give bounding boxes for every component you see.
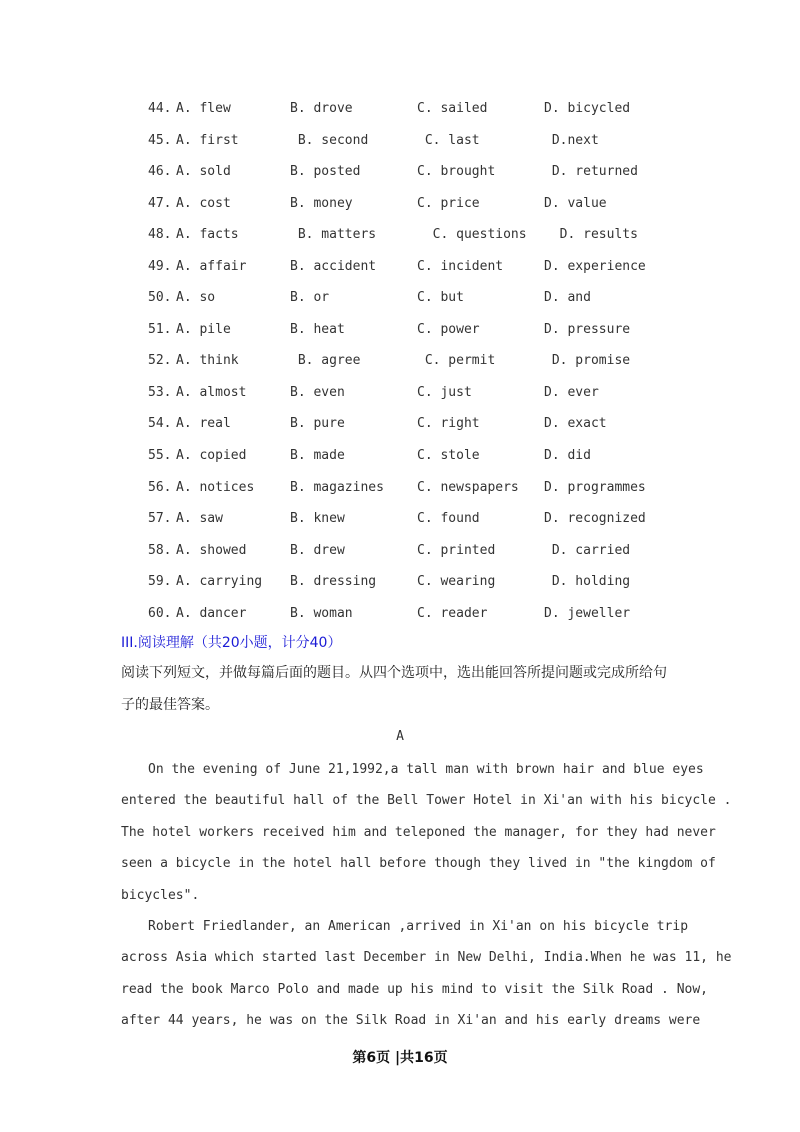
option-row xyxy=(0,377,800,409)
option-c: C. found xyxy=(417,511,480,527)
passage-line: entered the beautiful hall of the Bell Tower Hotel in Xi'an with his bicycle . xyxy=(121,793,732,808)
option-row xyxy=(0,251,800,283)
option-c: C. price xyxy=(417,195,480,211)
option-a: A. saw xyxy=(176,511,223,527)
passage-line: read the book Marco Polo and made up his mind to visit the Silk Road . Now, xyxy=(121,982,708,997)
question-number: 44. xyxy=(148,101,172,116)
option-b: B. or xyxy=(290,290,330,306)
option-b: B. pure xyxy=(290,416,345,432)
option-a: A. so xyxy=(176,290,216,306)
option-d: D. and xyxy=(544,290,591,306)
passage-line: Robert Friedlander, an American ,arrived in Xi'an on his bicycle trip xyxy=(148,919,689,934)
option-d: D. carried xyxy=(544,542,631,558)
option-c: C. last xyxy=(417,132,480,148)
question-number: 57. xyxy=(148,511,172,527)
option-row xyxy=(0,598,800,630)
option-c: C. brought xyxy=(417,164,496,180)
passage-line: On the evening of June 21,1992,a tall man with brown hair and blue eyes xyxy=(148,762,704,777)
question-number: 51. xyxy=(148,321,172,337)
option-row xyxy=(0,408,800,440)
option-b: B. accident xyxy=(290,258,377,274)
option-a: A. showed xyxy=(176,542,247,558)
option-a: A. first xyxy=(176,132,239,148)
option-row xyxy=(0,93,800,125)
question-number: 48. xyxy=(148,227,172,243)
instruction-line: 阅读下列短文，并做每篇后面的题目。从四个选项中，选出能回答所提问题或完成所给句 xyxy=(121,665,667,681)
option-a: A. dancer xyxy=(176,605,247,621)
option-c: C. reader xyxy=(417,605,488,621)
question-number: 58. xyxy=(148,542,172,558)
option-c: C. stole xyxy=(417,448,480,464)
question-number: 54. xyxy=(148,416,172,432)
question-number: 50. xyxy=(148,290,172,306)
option-row xyxy=(0,156,800,188)
option-c: C. incident xyxy=(417,258,504,274)
section-title: III.阅读理解（共20小题，计分40） xyxy=(121,635,342,651)
option-b: B. money xyxy=(290,195,353,211)
option-d: D. recognized xyxy=(544,511,646,527)
option-b: B. made xyxy=(290,448,345,464)
option-a: A. pile xyxy=(176,321,231,337)
question-number: 46. xyxy=(148,164,172,180)
option-b: B. agree xyxy=(290,353,361,369)
option-c: C. newspapers xyxy=(417,479,519,495)
option-c: C. wearing xyxy=(417,574,496,590)
option-row xyxy=(0,345,800,377)
option-row xyxy=(0,535,800,567)
option-row xyxy=(0,440,800,472)
option-d: D. ever xyxy=(544,384,599,400)
question-number: 60. xyxy=(148,605,172,621)
option-d: D. jeweller xyxy=(544,605,631,621)
page-footer: 第6页 |共16页 xyxy=(352,1050,448,1066)
option-c: C. printed xyxy=(417,542,496,558)
passage-line: The hotel workers received him and teleponed the manager, for they had never xyxy=(121,825,716,840)
option-b: B. drew xyxy=(290,542,345,558)
option-b: B. heat xyxy=(290,321,345,337)
option-b: B. knew xyxy=(290,511,345,527)
option-b: B. even xyxy=(290,384,345,400)
option-a: A. sold xyxy=(176,164,231,180)
question-number: 59. xyxy=(148,574,172,590)
instruction-line: 子的最佳答案。 xyxy=(121,697,219,713)
option-c: C. just xyxy=(417,384,472,400)
option-a: A. flew xyxy=(176,101,231,116)
option-c: C. questions xyxy=(417,227,527,243)
option-a: A. real xyxy=(176,416,231,432)
passage-line: after 44 years, he was on the Silk Road in Xi'an and his early dreams were xyxy=(121,1013,701,1028)
option-d: D. returned xyxy=(544,164,638,180)
option-d: D. value xyxy=(544,195,607,211)
option-row xyxy=(0,472,800,504)
question-number: 49. xyxy=(148,258,172,274)
option-b: B. woman xyxy=(290,605,353,621)
option-d: D. promise xyxy=(544,353,631,369)
option-d: D. exact xyxy=(544,416,607,432)
question-number: 47. xyxy=(148,195,172,211)
option-d: D. holding xyxy=(544,574,631,590)
option-a: A. almost xyxy=(176,384,247,400)
question-number: 45. xyxy=(148,132,172,148)
question-number: 56. xyxy=(148,479,172,495)
option-c: C. but xyxy=(417,290,464,306)
option-d: D. results xyxy=(544,227,638,243)
passage-line: bicycles". xyxy=(121,888,200,903)
option-row xyxy=(0,566,800,598)
option-d: D. bicycled xyxy=(544,101,631,116)
option-c: C. sailed xyxy=(417,101,488,116)
question-number: 55. xyxy=(148,448,172,464)
option-row xyxy=(0,503,800,535)
option-a: A. carrying xyxy=(176,574,263,590)
option-b: B. drove xyxy=(290,101,353,116)
option-c: C. power xyxy=(417,321,480,337)
passage-line: seen a bicycle in the hotel hall before though they lived in "the kingdom of xyxy=(121,856,716,871)
passage-label: A xyxy=(396,729,404,744)
option-d: D. experience xyxy=(544,258,646,274)
option-a: A. facts xyxy=(176,227,239,243)
option-d: D.next xyxy=(544,132,599,148)
option-b: B. posted xyxy=(290,164,361,180)
option-b: B. magazines xyxy=(290,479,384,495)
option-b: B. second xyxy=(290,132,369,148)
option-row xyxy=(0,219,800,251)
option-a: A. affair xyxy=(176,258,247,274)
option-a: A. think xyxy=(176,353,239,369)
option-row xyxy=(0,188,800,220)
option-a: A. cost xyxy=(176,195,231,211)
option-c: C. permit xyxy=(417,353,496,369)
option-a: A. notices xyxy=(176,479,255,495)
option-a: A. copied xyxy=(176,448,247,464)
options-list xyxy=(0,93,800,629)
question-number: 52. xyxy=(148,353,172,369)
option-row xyxy=(0,314,800,346)
option-row xyxy=(0,125,800,157)
option-d: D. pressure xyxy=(544,321,631,337)
option-row xyxy=(0,282,800,314)
option-c: C. right xyxy=(417,416,480,432)
option-b: B. matters xyxy=(290,227,377,243)
option-d: D. did xyxy=(544,448,591,464)
option-d: D. programmes xyxy=(544,479,646,495)
option-b: B. dressing xyxy=(290,574,377,590)
question-number: 53. xyxy=(148,384,172,400)
passage-line: across Asia which started last December in New Delhi, India.When he was 11, he xyxy=(121,950,732,965)
